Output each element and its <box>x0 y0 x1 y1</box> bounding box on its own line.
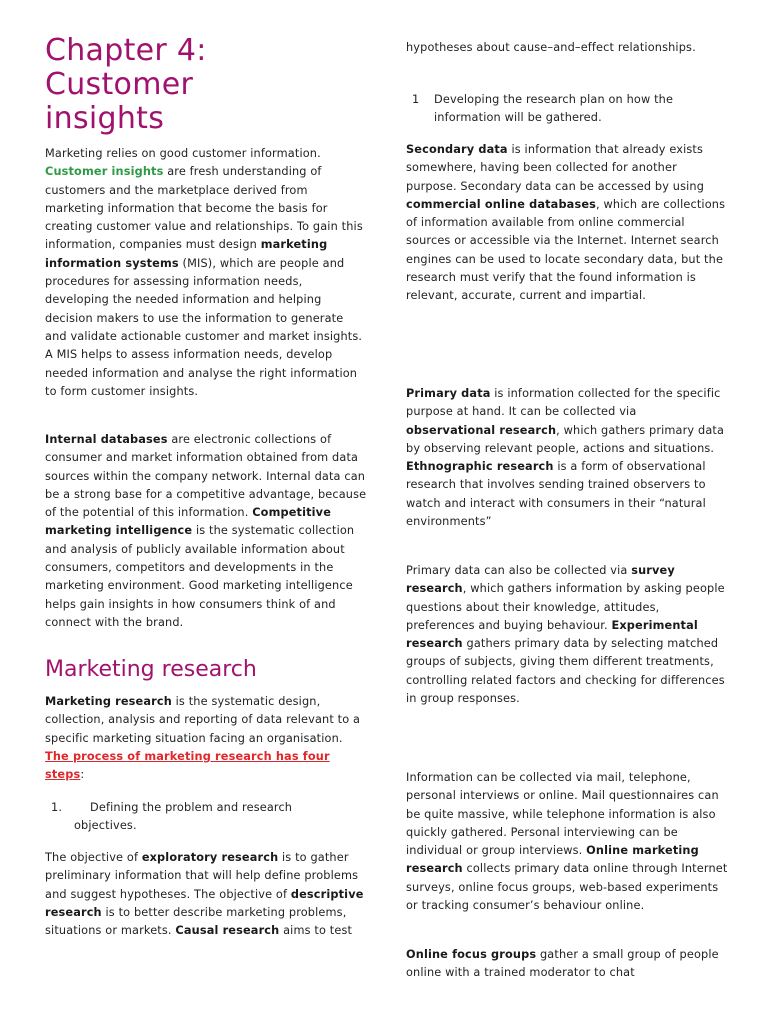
primary-data-term: Primary data <box>406 387 491 400</box>
mis-term: marketing information systems <box>45 238 328 270</box>
causal-research-term: Causal research <box>175 924 280 938</box>
list-item-step-1 <box>51 799 367 837</box>
section-heading-marketing-research: Marketing research <box>45 657 257 682</box>
commercial-databases-term: commercial online databases <box>406 197 597 211</box>
survey-research-paragraph: Primary data can also be collected via survey research, which gathers information by asking people questions about their knowledge, attitudes, preferences and buying behaviour. Experimental research gathers primary data by selecting matched groups of subjects, giving them different treatments, controlling related factors and checking for differences in group responses. <box>406 564 725 706</box>
marketing-research-term: Marketing research <box>45 695 172 708</box>
title-line-2: Customer <box>45 67 194 102</box>
list-text: Developing the research plan on how the information will be gathered. <box>434 93 674 125</box>
ethnographic-research-term: Ethnographic research <box>406 460 554 474</box>
list-item-step-2 <box>412 91 728 129</box>
internal-databases-paragraph: Internal databases are electronic collections of consumer and market information obtained from data sources within the company network. Internal data can be a strong base for a competitive advantage, because of the potential of this information. Competitive marketing intelligence is the systematic collection and analysis of publicly available information about consumers, competitors and developments in the marketing environment. Good marketing intelligence helps gain insights in how consumers think of and connect with the brand. <box>45 433 367 629</box>
exploratory-research-term: exploratory research <box>141 851 279 864</box>
process-steps-link[interactable]: The process of marketing research has four steps <box>45 749 330 782</box>
continuation-text: hypotheses about cause–and–effect relationships. <box>406 41 696 54</box>
internal-databases-term: Internal databases <box>45 433 168 446</box>
online-marketing-research-term: Online marketing research <box>406 844 699 876</box>
chapter-title <box>45 34 207 136</box>
secondary-data-paragraph: Secondary data is information that already exists somewhere, having been collected for another purpose. Secondary data can be accessed by using commercial online databases, which are collections of information available from online commercial sources or accessible via the Internet. Internet search engines can be used to locate secondary data, but the research must verify that the found information is relevant, accurate, current and impartial. <box>406 143 726 303</box>
secondary-data-term: Secondary data <box>406 143 508 156</box>
list-number: 1. <box>51 801 63 814</box>
list-text-line-2: objectives. <box>74 819 137 832</box>
experimental-research-term: Experimental research <box>406 618 698 651</box>
primary-data-paragraph: Primary data is information collected for the specific purpose at hand. It can be collected via observational research, which gathers primary data by observing relevant people, actions and situations. Ethnographic research is a form of observational research that involves sending trained observers to watch and interact with consumers in their “natural environments” <box>406 387 725 529</box>
competitive-intelligence-term: Competitive marketing intelligence <box>45 506 332 538</box>
marketing-research-paragraph: Marketing research is the systematic design, collection, analysis and reporting of data relevant to a specific marketing situation facing an organisation. The process of marketing research has four steps: <box>45 695 361 782</box>
survey-research-term: survey research <box>406 564 675 596</box>
online-focus-groups-paragraph: Online focus groups gather a small group of people online with a trained moderator to chat <box>406 948 719 980</box>
title-line-3: insights <box>45 101 165 136</box>
observational-research-term: observational research <box>406 423 557 437</box>
information-collection-paragraph: Information can be collected via mail, telephone, personal interviews or online. Mail questionnaires can be quite massive, while telephone information is also quickly gathered. Personal interviewing can be individual or group interviews. Online marketing research collects primary data online through Internet surveys, online focus groups, web-based experiments or tracking consumer’s behaviour online. <box>406 771 728 913</box>
list-text-line-1: Defining the problem and research <box>90 801 293 814</box>
online-focus-groups-term: Online focus groups <box>406 948 537 961</box>
title-line-1: Chapter 4: <box>45 33 207 68</box>
customer-insights-term: Customer insights <box>45 165 164 179</box>
descriptive-research-term: descriptive research <box>45 887 364 919</box>
list-number: 1 <box>412 93 420 106</box>
research-objective-paragraph: The objective of exploratory research is to gather preliminary information that will help define problems and suggest hypotheses. The objective of descriptive research is to better describe marketing problems, situations or markets. Causal research aims to test <box>45 851 364 938</box>
intro-paragraph: Marketing relies on good customer information. Customer insights are fresh understanding of customers and the marketplace derived from marketing information that become the basis for creating customer value and relationships. To gain this information, companies must design marketing information systems (MIS), which are people and procedures for assessing information needs, developing the needed information and helping decision makers to use the information to generate and validate actionable customer and market insights. A MIS helps to assess information needs, develop needed information and analyse the right information to form customer insights. <box>45 147 363 398</box>
